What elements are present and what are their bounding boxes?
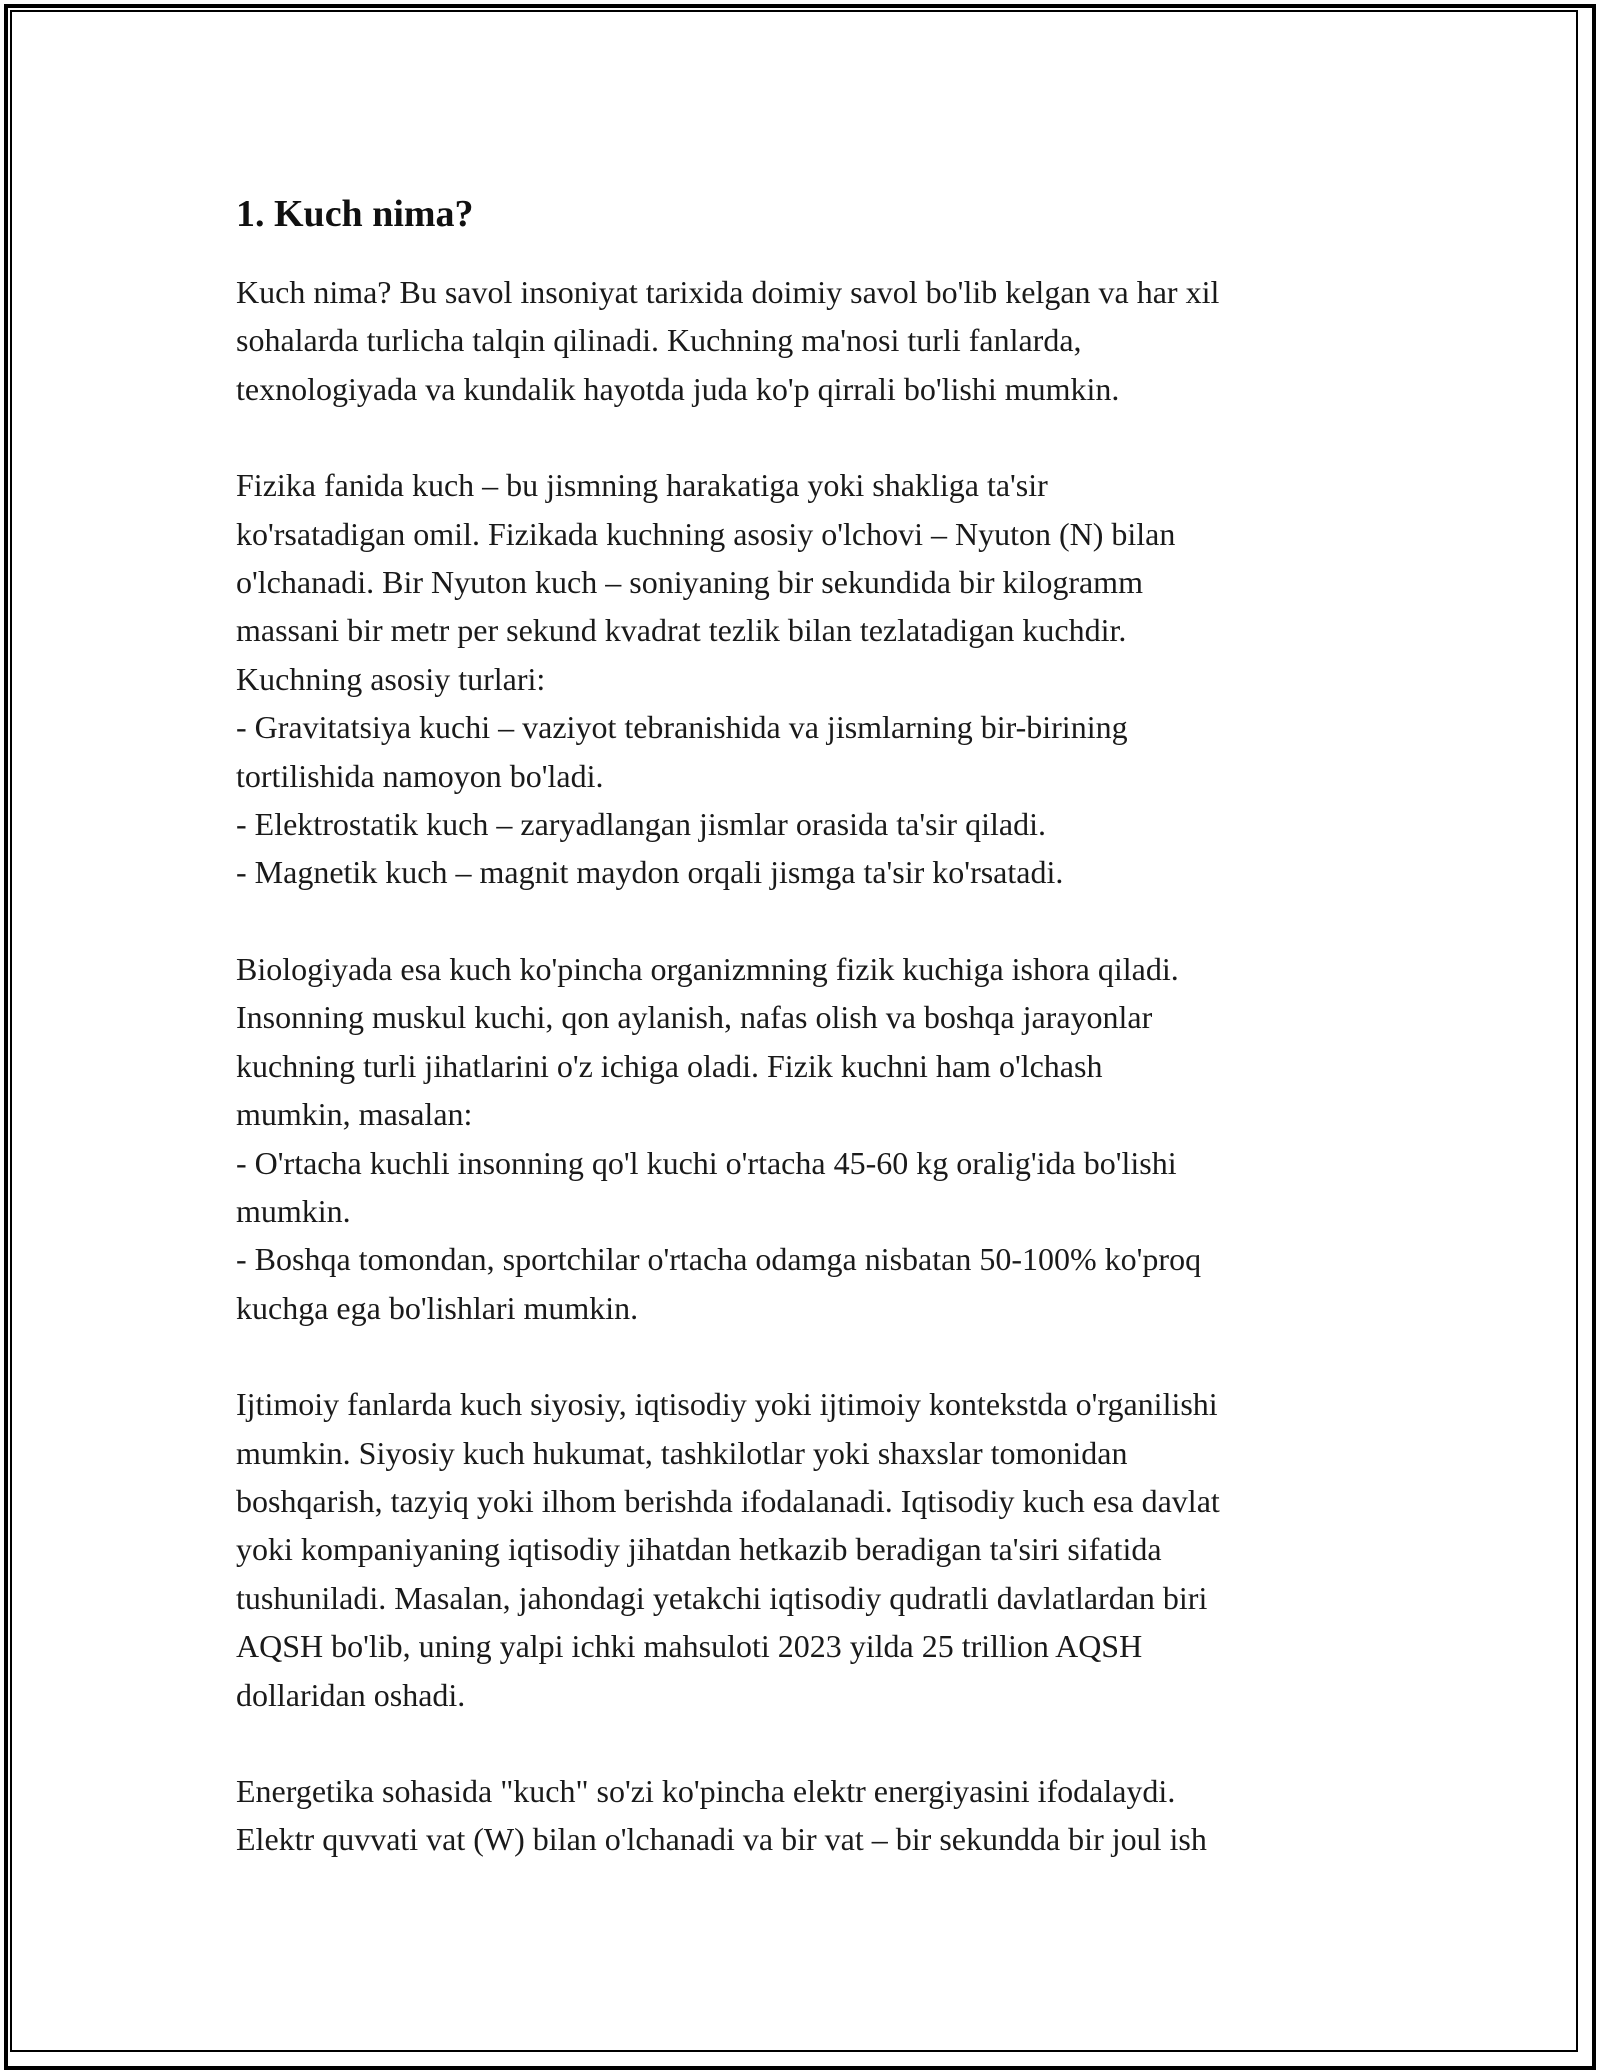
- list-item-line: - Magnetik kuch – magnit maydon orqali jismga ta'sir ko'rsatadi.: [236, 854, 1064, 891]
- list-item-line: tortilishida namoyon bo'ladi.: [236, 757, 604, 794]
- text-line: boshqarish, tazyiq yoki ilhom berishda ifodalanadi. Iqtisodiy kuch esa davlat: [236, 1482, 1220, 1519]
- list-item-line: - Boshqa tomondan, sportchilar o'rtacha odamga nisbatan 50-100% ko'proq: [236, 1241, 1202, 1278]
- list-item-line: - O'rtacha kuchli insonning qo'l kuchi o'rtacha 45-60 kg oralig'ida bo'lishi: [236, 1144, 1177, 1181]
- text-line: mumkin, masalan:: [236, 1096, 473, 1133]
- text-line: ko'rsatadigan omil. Fizikada kuchning asosiy o'lchovi – Nyuton (N) bilan: [236, 515, 1176, 552]
- text-line: tushuniladi. Masalan, jahondagi yetakchi iqtisodiy qudratli davlatlardan biri: [236, 1579, 1208, 1616]
- text-line: Energetika sohasida "kuch" so'zi ko'pincha elektr energiyasini ifodalaydi.: [236, 1772, 1176, 1809]
- paragraph-social: [236, 1380, 1416, 1719]
- text-line: o'lchanadi. Bir Nyuton kuch – soniyaning bir sekundida bir kilogramm: [236, 564, 1143, 601]
- paragraph-energy: [236, 1767, 1416, 1864]
- text-line: mumkin. Siyosiy kuch hukumat, tashkilotlar yoki shaxslar tomonidan: [236, 1434, 1128, 1471]
- text-line: Elektr quvvati vat (W) bilan o'lchanadi va bir vat – bir sekundda bir joul ish: [236, 1821, 1207, 1858]
- list-item-line: - Elektrostatik kuch – zaryadlangan jismlar orasida ta'sir qiladi.: [236, 806, 1046, 843]
- text-line: Insonning muskul kuchi, qon aylanish, nafas olish va boshqa jarayonlar: [236, 999, 1153, 1036]
- text-line: Fizika fanida kuch – bu jismning harakatiga yoki shakliga ta'sir: [236, 467, 1048, 504]
- text-line: Kuch nima? Bu savol insoniyat tarixida doimiy savol bo'lib kelgan va har xil: [236, 274, 1220, 310]
- text-line: Biologiyada esa kuch ko'pincha organizmning fizik kuchiga ishora qiladi.: [236, 950, 1179, 987]
- document-body: [236, 186, 1416, 1912]
- text-line: sohalarda turlicha talqin qilinadi. Kuchning ma'nosi turli fanlarda,: [236, 322, 1082, 359]
- paragraph-intro: [236, 268, 1416, 413]
- text-line: dollaridan oshadi.: [236, 1676, 466, 1713]
- list-item-line: - Gravitatsiya kuchi – vaziyot tebranishida va jismlarning bir-birining: [236, 709, 1128, 746]
- list-item-line: mumkin.: [236, 1192, 351, 1229]
- text-line: massani bir metr per sekund kvadrat tezlik bilan tezlatadigan kuchdir.: [236, 612, 1127, 649]
- paragraph-physics: [236, 461, 1416, 897]
- paragraph-biology: [236, 945, 1416, 1332]
- list-item-line: kuchga ega bo'lishlari mumkin.: [236, 1289, 639, 1326]
- section-heading: 1. Kuch nima?: [236, 193, 474, 235]
- text-line: kuchning turli jihatlarini o'z ichiga oladi. Fizik kuchni ham o'lchash: [236, 1047, 1103, 1084]
- text-line: AQSH bo'lib, uning yalpi ichki mahsuloti 2023 yilda 25 trillion AQSH: [236, 1628, 1143, 1665]
- text-line: Ijtimoiy fanlarda kuch siyosiy, iqtisodiy yoki ijtimoiy kontekstda o'rganilishi: [236, 1386, 1218, 1423]
- text-line: Kuchning asosiy turlari:: [236, 660, 546, 697]
- text-line: texnologiyada va kundalik hayotda juda ko'p qirrali bo'lishi mumkin.: [236, 370, 1120, 407]
- text-line: yoki kompaniyaning iqtisodiy jihatdan hetkazib beradigan ta'siri sifatida: [236, 1531, 1162, 1568]
